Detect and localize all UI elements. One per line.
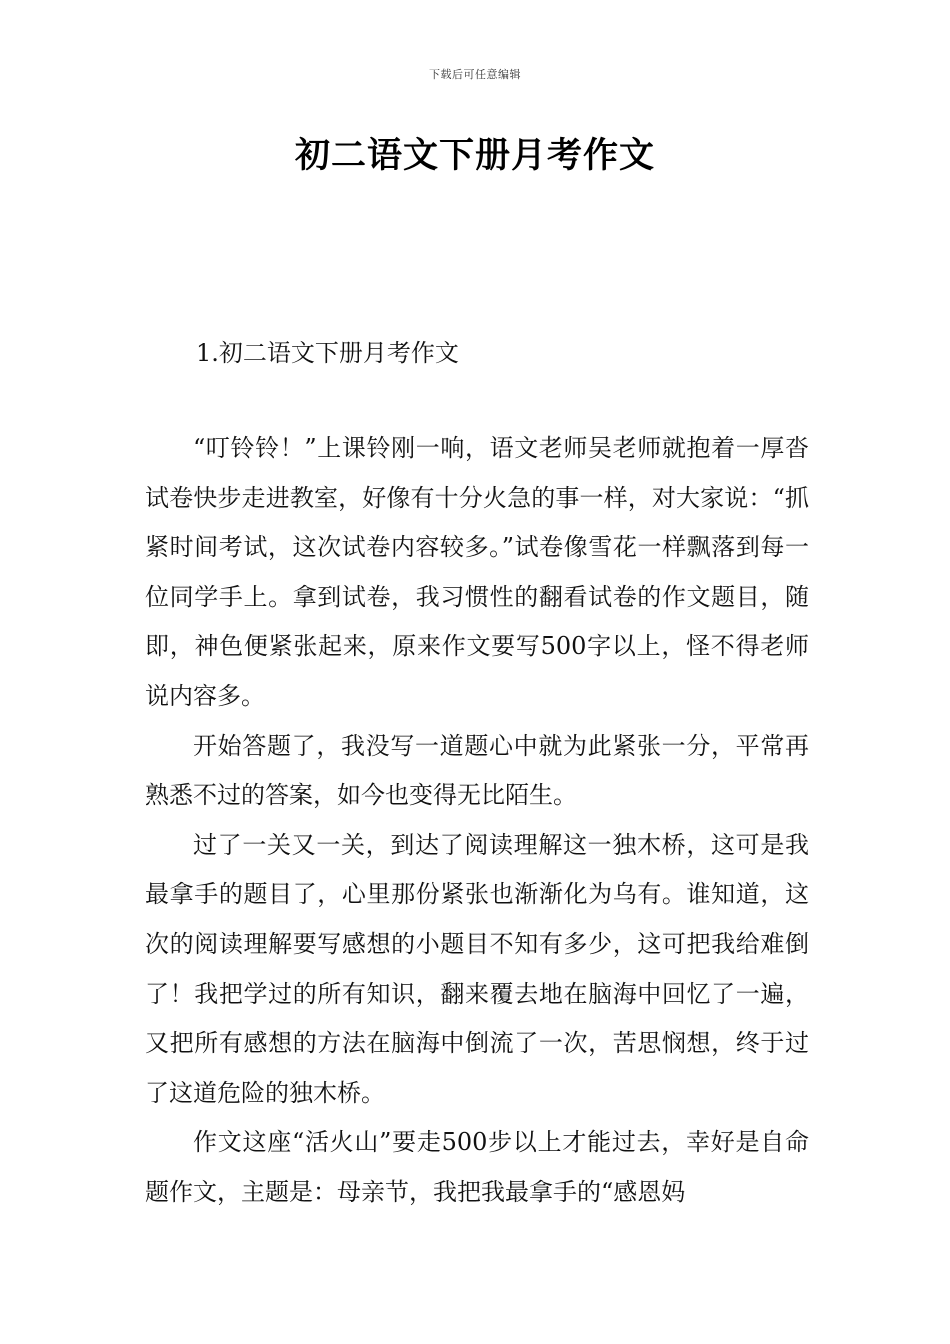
section-heading: 1.初二语文下册月考作文 xyxy=(196,339,459,367)
header-note: 下载后可任意编辑 xyxy=(429,68,521,81)
essay-body xyxy=(145,424,809,1218)
essay-paragraph-2: 开始答题了，我没写一道题心中就为此紧张一分，平常再熟悉不过的答案，如今也变得无比陌生。 xyxy=(145,731,809,810)
document-title: 初二语文下册月考作文 xyxy=(294,136,655,176)
essay-paragraph-4: 作文这座“活火山”要走500步以上才能过去，幸好是自命题作文，主题是：母亲节，我把我最拿手的“感恩妈 xyxy=(145,1128,809,1206)
essay-paragraph-3: 过了一关又一关，到达了阅读理解这一独木桥，这可是我最拿手的题目了，心里那份紧张也渐渐化为乌有。谁知道，这次的阅读理解要写感想的小题目不知有多少，这可把我给难倒了！我把学过的所有知识，翻来覆去地在脑海中回忆了一遍，又把所有感想的方法在脑海中倒流了一次，苦思悯想，终于过了这道危险的独木桥。 xyxy=(145,830,809,1107)
essay-paragraph-1: “叮铃铃！”上课铃刚一响，语文老师吴老师就抱着一厚沓试卷快步走进教室，好像有十分火急的事一样，对大家说：“抓紧时间考试，这次试卷内容较多。”试卷像雪花一样飘落到每一位同学手上。拿到试卷，我习惯性的翻看试卷的作文题目，随即，神色便紧张起来，原来作文要写500字以上，怪不得老师说内容多。 xyxy=(145,434,809,710)
